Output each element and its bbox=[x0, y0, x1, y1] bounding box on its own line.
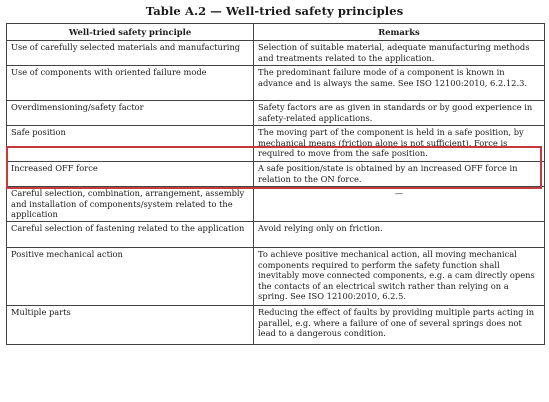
remarks-cell: — bbox=[254, 187, 545, 222]
table-row bbox=[7, 306, 545, 345]
remarks-cell: To achieve positive mechanical action, all moving mechanical components required to perform the safety function shall inevitably move connected components, e.g. a cam directly opens the contacts of an electrical switch rather than relying on a spring. See ISO 12100:2010, 6.2.5. bbox=[254, 248, 545, 306]
remarks-cell: Avoid relying only on friction. bbox=[254, 222, 545, 248]
table-row bbox=[7, 162, 545, 187]
principle-cell: Use of components with oriented failure mode bbox=[7, 66, 254, 101]
table-row bbox=[7, 101, 545, 126]
remarks-cell: Selection of suitable material, adequate manufacturing methods and treatments related to the application. bbox=[254, 41, 545, 66]
principle-cell: Increased OFF force bbox=[7, 162, 254, 187]
table-caption: Table A.2 — Well-tried safety principles bbox=[145, 4, 404, 18]
table-row bbox=[7, 248, 545, 306]
principle-cell: Use of carefully selected materials and manufacturing bbox=[7, 41, 254, 66]
table-row bbox=[7, 66, 545, 101]
principle-cell: Safe position bbox=[7, 126, 254, 162]
remarks-cell: Safety factors are as given in standards or by good experience in safety-related applications. bbox=[254, 101, 545, 126]
principle-cell: Careful selection of fastening related to the application bbox=[7, 222, 254, 248]
table-row bbox=[7, 41, 545, 66]
header-principle: Well-tried safety principle bbox=[7, 24, 254, 41]
remarks-cell: The moving part of the component is held in a safe position, by mechanical means (friction alone is not sufficient). Force is required to move from the safe position. bbox=[254, 126, 545, 162]
remarks-cell: The predominant failure mode of a component is known in advance and is always the same. See ISO 12100:2010, 6.2.12.3. bbox=[254, 66, 545, 101]
safety-principles-table bbox=[6, 23, 545, 345]
table-row-highlighted bbox=[7, 126, 545, 162]
remarks-cell: Reducing the effect of faults by providing multiple parts acting in parallel, e.g. where a failure of one of several springs does not lead to a dangerous condition. bbox=[254, 306, 545, 345]
principle-cell: Multiple parts bbox=[7, 306, 254, 345]
header-remarks: Remarks bbox=[254, 24, 545, 41]
principle-cell: Careful selection, combination, arrangement, assembly and installation of components/system related to the application bbox=[7, 187, 254, 222]
principle-cell: Overdimensioning/safety factor bbox=[7, 101, 254, 126]
table-row bbox=[7, 222, 545, 248]
remarks-cell: A safe position/state is obtained by an increased OFF force in relation to the ON force. bbox=[254, 162, 545, 187]
table-header-row bbox=[7, 24, 545, 41]
principle-cell: Positive mechanical action bbox=[7, 248, 254, 306]
table-row bbox=[7, 187, 545, 222]
